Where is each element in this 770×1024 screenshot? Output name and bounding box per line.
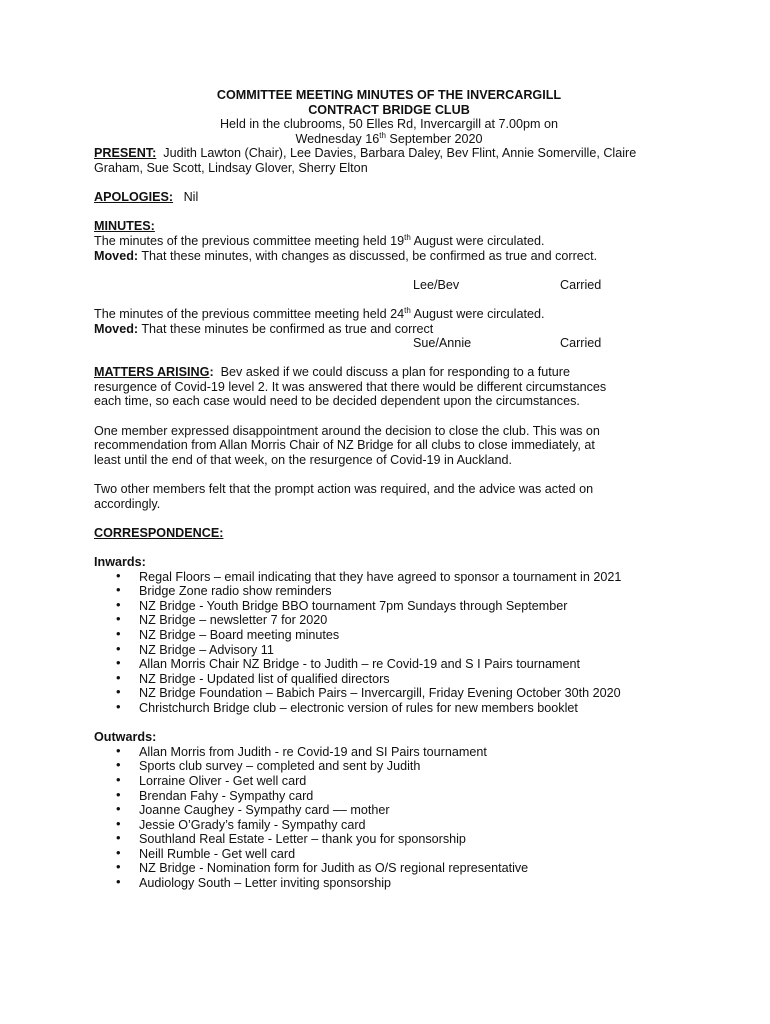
minutes-item1-vote (94, 278, 684, 293)
list-item: • Lorraine Oliver - Get well card (139, 774, 684, 789)
list-item: • Christchurch Bridge club – electronic version of rules for new members booklet (139, 701, 684, 716)
apologies-section (94, 190, 684, 205)
apologies-text: Nil (183, 190, 199, 205)
moved-label: Moved: (94, 248, 139, 263)
present-text: Judith Lawton (Chair), Lee Davies, Barbara Daley, Bev Flint, Annie Somerville, Claire Graham, Sue Scott, Lindsay Glover, Sherry Elton (94, 146, 637, 175)
outwards-heading: Outwards: (94, 730, 157, 745)
matters-line: One member expressed disappointment around the decision to close the club. This was on (94, 423, 600, 438)
list-item: • NZ Bridge – Advisory 11 (139, 643, 684, 658)
list-item: • Joanne Caughey - Sympathy card –– mother (139, 803, 684, 818)
minutes-item1-pre: The minutes of the previous committee meeting held 19 (94, 233, 405, 248)
matters-line: Bev asked if we could discuss a plan for responding to a future (220, 365, 570, 380)
vote-result: Carried (560, 336, 602, 351)
document-body (94, 88, 684, 891)
date-text: Wednesday 16 (295, 131, 380, 146)
list-item: • Allan Morris from Judith - re Covid-19 and SI Pairs tournament (139, 745, 684, 760)
matters-line: accordingly. (94, 496, 161, 511)
list-item: • NZ Bridge – Board meeting minutes (139, 628, 684, 643)
minutes-item2-pre: The minutes of the previous committee meeting held 24 (94, 306, 405, 321)
moved-label: Moved: (94, 321, 139, 336)
list-item: • NZ Bridge – newsletter 7 for 2020 (139, 613, 684, 628)
list-item: • NZ Bridge - Updated list of qualified directors (139, 672, 684, 687)
matters-arising-colon: : (209, 365, 214, 380)
list-item: • Brendan Fahy - Sympathy card (139, 789, 684, 804)
matters-arising-p1 (94, 365, 684, 409)
list-item: • Neill Rumble - Get well card (139, 847, 684, 862)
date-suffix: th (379, 130, 386, 140)
list-item: • Jessie O’Grady’s family - Sympathy card (139, 818, 684, 833)
matters-line: each time, so each case would need to be decided dependent upon the circumstances. (94, 394, 580, 409)
inwards-heading: Inwards: (94, 555, 146, 569)
minutes-item1-moved (94, 249, 684, 264)
movers: Lee/Bev (413, 277, 460, 292)
minutes-item1-text (94, 234, 684, 249)
list-item: • NZ Bridge - Nomination form for Judith as O/S regional representative (139, 861, 684, 876)
matters-arising-p2 (94, 424, 684, 468)
list-item: • Southland Real Estate - Letter – thank you for sponsorship (139, 832, 684, 847)
movers: Sue/Annie (413, 336, 472, 351)
vote-result: Carried (560, 277, 602, 292)
list-item: • Sports club survey – completed and sent by Judith (139, 759, 684, 774)
list-item: • Audiology South – Letter inviting sponsorship (139, 876, 684, 891)
title-line-1: COMMITTEE MEETING MINUTES OF THE INVERCARGILL (216, 88, 562, 102)
matters-arising-p3 (94, 482, 684, 511)
matters-line: resurgence of Covid-19 level 2. It was answered that there would be different circumstances (94, 379, 607, 394)
present-label: PRESENT: (94, 146, 157, 161)
minutes-item2-moved (94, 322, 684, 337)
minutes-item1-post: August were circulated. (410, 233, 545, 248)
matters-arising-label: MATTERS ARISING (94, 365, 210, 380)
minutes-heading: MINUTES: (94, 219, 155, 234)
list-item: • Regal Floors – email indicating that they have agreed to sponsor a tournament in 2021 (139, 570, 684, 585)
date-month-year: September 2020 (385, 131, 483, 146)
moved-text: That these minutes, with changes as discussed, be confirmed as true and correct. (141, 248, 598, 263)
apologies-label: APOLOGIES: (94, 190, 174, 205)
moved-text: That these minutes be confirmed as true and correct (141, 321, 434, 336)
minutes-item2-vote (94, 336, 684, 351)
held-line: Held in the clubrooms, 50 Elles Rd, Invercargill at 7.00pm on (219, 117, 559, 132)
meeting-date (94, 132, 684, 147)
title-line-2: CONTRACT BRIDGE CLUB (308, 102, 470, 117)
minutes-item2-post: August were circulated. (410, 306, 545, 321)
matters-line: recommendation from Allan Morris Chair of NZ Bridge for all clubs to close immediately, at (94, 438, 595, 453)
inwards-list (94, 570, 684, 716)
correspondence-heading: CORRESPONDENCE: (94, 525, 224, 540)
matters-line: Two other members felt that the prompt action was required, and the advice was acted on (94, 482, 594, 497)
minutes-item2-sup: th (404, 305, 411, 315)
matters-line: least until the end of that week, on the resurgence of Covid-19 in Auckland. (94, 452, 512, 467)
list-item: • Allan Morris Chair NZ Bridge - to Judith – re Covid-19 and S I Pairs tournament (139, 657, 684, 672)
list-item: • NZ Bridge - Youth Bridge BBO tournament 7pm Sundays through September (139, 599, 684, 614)
list-item: • Bridge Zone radio show reminders (139, 584, 684, 599)
present-section (94, 146, 684, 175)
minutes-item2-text (94, 307, 684, 322)
list-item: • NZ Bridge Foundation – Babich Pairs – Invercargill, Friday Evening October 30th 2020 (139, 686, 684, 701)
outwards-list (94, 745, 684, 891)
minutes-item1-sup: th (404, 232, 411, 242)
